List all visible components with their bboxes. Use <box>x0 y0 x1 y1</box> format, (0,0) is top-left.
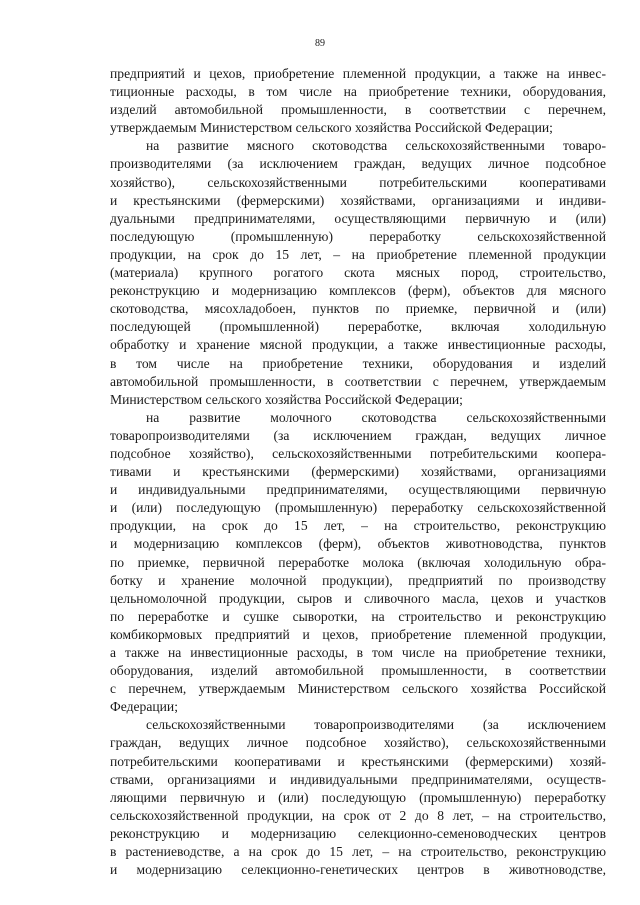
text-line: и индивидуальными предпринимателями, осуществляющими первичную <box>110 482 606 498</box>
text-line: а также на инвестиционные расходы, в том числе на приобретение техники, <box>110 645 606 660</box>
text-line: сельскохозяйственной продукции, на срок от 2 до 8 лет, – на строительство, <box>110 807 606 823</box>
text-line: Министерством сельского хозяйства Российской Федерации; <box>110 391 463 407</box>
text-line: обработку и хранение мясной продукции, а также инвестиционные расходы, <box>110 337 606 353</box>
text-line: реконструкцию и модернизацию селекционно-семеноводческих центров <box>110 825 606 841</box>
text-line: в том числе на приобретение техники, оборудования и изделий <box>110 355 606 371</box>
text-line: последующей (промышленной) переработке, включая холодильную <box>110 319 606 335</box>
text-line: оборудования, изделий автомобильной промышленности, в соответствии <box>110 663 606 679</box>
text-line: скотоводства, мясохладобоен, пунктов по приемке, первичной и (или) <box>110 301 606 317</box>
text-line: потребительскими кооперативами и крестьянскими (фермерскими) хозяй- <box>110 753 606 769</box>
body-text <box>110 65 606 879</box>
text-line: сельскохозяйственными товаропроизводителями (за исключением <box>146 717 606 733</box>
text-line: по переработке и сушке сыворотки, на строительство и реконструкцию <box>110 608 606 624</box>
text-line: ботку и хранение молочной продукции), предприятий по производству <box>110 572 606 588</box>
text-line: с перечнем, утверждаемым Министерством сельского хозяйства Российской <box>110 681 606 697</box>
text-line: хозяйство), сельскохозяйственными потребительскими кооперативами <box>110 174 606 190</box>
text-line: цельномолочной продукции, сыров и сливочного масла, цехов и участков <box>110 590 606 606</box>
text-line: в растениеводстве, а на срок до 15 лет, – на строительство, реконструкцию <box>110 844 606 860</box>
text-line: и модернизацию комплексов (ферм), объектов животноводства, пунктов <box>110 536 606 552</box>
text-line: утверждаемым Министерством сельского хозяйства Российской Федерации; <box>110 120 553 136</box>
text-line: на развитие молочного скотоводства сельскохозяйственными <box>146 409 606 425</box>
text-line: ляющими первичную и (или) последующую (промышленную) переработку <box>110 789 606 805</box>
text-line: изделий автомобильной промышленности, в соответствии с перечнем, <box>110 102 606 118</box>
text-line: (материала) крупного рогатого скота мясных пород, строительство, <box>110 265 606 281</box>
text-line: автомобильной промышленности, в соответствии с перечнем, утверждаемым <box>110 373 606 389</box>
page-number: 89 <box>315 38 325 49</box>
text-line: товаропроизводителями (за исключением граждан, ведущих личное <box>110 427 606 443</box>
text-line: реконструкцию и модернизацию комплексов (ферм), объектов для мясного <box>110 283 606 299</box>
text-line: продукции, на срок до 15 лет, – на приобретение племенной продукции <box>110 246 606 262</box>
text-line: и крестьянскими (фермерскими) хозяйствами, организациями и индиви- <box>110 192 606 208</box>
text-line: продукции, на срок до 15 лет, – на строительство, реконструкцию <box>110 518 606 534</box>
text-line: тиционные расходы, в том числе на приобретение техники, оборудования, <box>110 84 606 100</box>
text-line: Федерации; <box>110 699 178 715</box>
text-line: на развитие мясного скотоводства сельскохозяйственными товаро- <box>146 138 606 154</box>
text-line: и (или) последующую (промышленную) переработку сельскохозяйственной <box>110 500 606 516</box>
text-line: комбикормовых предприятий и цехов, приобретение племенной продукции, <box>110 626 606 642</box>
text-line: подсобное хозяйство), сельскохозяйственными потребительскими коопера- <box>110 445 606 461</box>
text-line: последующую (промышленную) переработку сельскохозяйственной <box>110 228 606 244</box>
text-line: тивами и крестьянскими (фермерскими) хозяйствами, организациями <box>110 464 606 480</box>
text-line: ствами, организациями и индивидуальными предпринимателями, осуществ- <box>110 771 606 787</box>
text-line: и модернизацию селекционно-генетических центров в животноводстве, <box>110 862 606 878</box>
text-line: предприятий и цехов, приобретение племенной продукции, а также на инвес- <box>110 66 606 81</box>
text-line: дуальными предпринимателями, осуществляющими первичную и (или) <box>110 210 606 226</box>
text-line: производителями (за исключением граждан, ведущих личное подсобное <box>110 156 606 172</box>
text-line: граждан, ведущих личное подсобное хозяйство), сельскохозяйственными <box>110 735 606 751</box>
text-line: по приемке, первичной переработке молока (включая холодильную обра- <box>110 554 606 570</box>
